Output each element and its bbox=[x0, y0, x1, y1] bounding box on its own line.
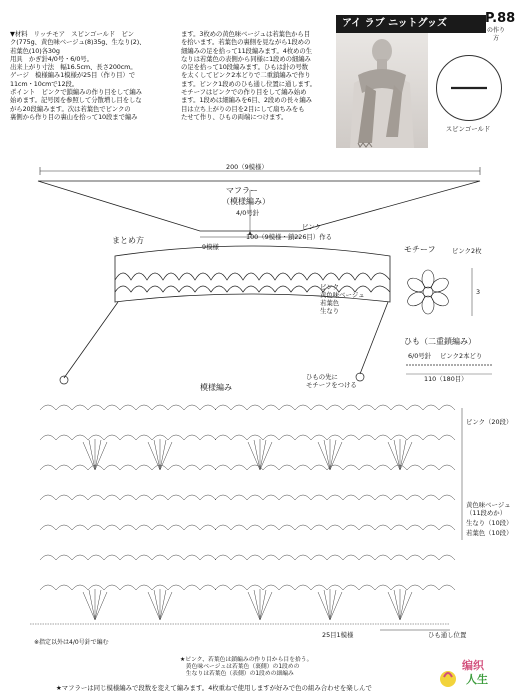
point-line: 裏側から作り目の裏山を拾って10段まで編み bbox=[10, 112, 138, 121]
cord-title: ひも（二重鎖編み） bbox=[404, 337, 476, 346]
logo-text: 编织 bbox=[462, 659, 484, 672]
chart-label-pink: ピンク（20段） bbox=[466, 418, 513, 426]
materials-line: 若葉色(10)各30g bbox=[10, 46, 60, 55]
chart-label-beige: 黄色味ベージュ bbox=[466, 501, 511, 509]
instruction-line: なりは若葉色の表側から同様に1段めの細編み bbox=[181, 54, 311, 63]
notes-block bbox=[180, 657, 380, 679]
instruction-line: モチーフはピンクでの作り目をして編み始め bbox=[181, 88, 307, 97]
point-line: ポイント ピンクで鎖編みの作り目をして編み bbox=[10, 88, 142, 97]
cord-length: 110（180目） bbox=[424, 375, 468, 383]
gauge-line: ゲージ 模様編み1模様が25目（作り目）で bbox=[10, 71, 136, 80]
page-number-sub: の作り方 bbox=[486, 27, 505, 42]
muffler-subtitle: （模様編み） bbox=[222, 197, 270, 206]
page-number-value: P.88 bbox=[485, 11, 515, 26]
pattern-count-label: 9模様 bbox=[202, 243, 219, 251]
cord-note: モチーフをつける bbox=[306, 381, 357, 389]
muffler-width-label: 200（9模様） bbox=[226, 163, 268, 171]
instruction-line: の足を拾って10段編みます。ひもは針の号数 bbox=[181, 63, 308, 72]
layer-label-green: 若葉色 bbox=[320, 299, 340, 307]
instruction-line: 目は立ち上がりの目を2目にして扇ちみをも bbox=[181, 104, 305, 113]
muffler-hook: 4/0号針 bbox=[236, 209, 260, 217]
muffler-title: マフラー bbox=[226, 186, 258, 195]
layer-label-ivory: 生なり bbox=[320, 307, 340, 315]
crochet-chart-left bbox=[30, 405, 216, 624]
size-line: 出来上がり寸法 幅16.5cm、長さ200cm。 bbox=[10, 63, 137, 72]
motif-title: モチーフ bbox=[404, 245, 436, 254]
chart-title: 模様編み bbox=[200, 383, 232, 392]
cord-note: ひもの先に bbox=[306, 373, 338, 381]
point-line: がら20段編みます。次は若葉色でピンクの bbox=[10, 104, 131, 113]
cord-hook: 6/0号針 bbox=[408, 352, 432, 360]
chart-label-ivory: 若葉色（10段） bbox=[466, 529, 513, 537]
motif-flower-icon bbox=[405, 270, 451, 314]
materials-line: ▼材料 リッチモア スピンゴールド ピン bbox=[10, 30, 134, 38]
instruction-line: 細編みの足を拾って11段編みます。4枚めの生 bbox=[181, 46, 312, 55]
muffler-pink-label: ピンク bbox=[302, 223, 322, 231]
instruction-line: たせて作り、ひもの両端につけます。 bbox=[181, 112, 288, 121]
section-title: アイ ラブ ニットグッズ bbox=[336, 15, 486, 33]
instruction-line: ます。ピンク1段めのひも通し位置に通します。 bbox=[181, 79, 316, 88]
stitch-count-label: 25目1模様 bbox=[322, 631, 354, 639]
layer-label-pink: ピンク bbox=[320, 283, 340, 291]
bottom-note: ★マフラーは同じ模様編みで段数を変えて編みます。4枚重ねで使用しますが好みで色の組み合わせを楽しんで bbox=[56, 684, 372, 692]
swatch-caption: スピンゴールド bbox=[445, 125, 491, 133]
note-line: ★ピンク、若葉色は鎖編みの作り目から目を拾う。 bbox=[180, 657, 313, 663]
crochet-chart-right bbox=[215, 405, 455, 624]
materials-line: ク(775g、黄色味ベージュ(8)35g、生なり(2)、 bbox=[10, 38, 146, 47]
instruction-line: ます。1段めは細編みを6目、2段めの長々編み bbox=[181, 96, 312, 105]
motif-size: 3 bbox=[476, 288, 481, 296]
chain-start-label: 100（9模様・鎖226目）作る bbox=[246, 233, 332, 241]
instruction-line: ます。3枚めの黄色味ベージュは若葉色から目 bbox=[181, 30, 311, 38]
instruction-line: を拾います。若葉色の裏側を見ながら1段めの bbox=[181, 38, 311, 47]
logo-text: 人生 bbox=[466, 673, 488, 686]
assembly-title: まとめ方 bbox=[112, 236, 144, 245]
instruction-line: を太くしてピンク2本どりで二重鎖編みで作り bbox=[181, 71, 311, 80]
motif-count: ピンク2枚 bbox=[452, 247, 482, 255]
chart-label-green: 生なり（10段） bbox=[466, 519, 513, 527]
chart-label-beige-rows: （11段めか） bbox=[466, 509, 507, 517]
tools-line: 用具 かぎ針4/0号・6/0号。 bbox=[10, 54, 93, 63]
layer-label-beige: 黄色味ベージュ bbox=[320, 291, 365, 299]
gauge-line: 11cm・10cmで12段。 bbox=[10, 79, 79, 88]
point-line: 始めます。記号図を参照して分散増し目をしな bbox=[10, 96, 142, 105]
cord-position-label: ひも通し位置 bbox=[428, 631, 467, 639]
chart-footnote: ※指定以外は4/0号針で編む bbox=[34, 639, 109, 646]
note-line: 黄色味ベージュは若葉色（裏側）の1段めの bbox=[180, 664, 300, 671]
cord-yarn: ピンク2本どり bbox=[440, 352, 483, 360]
site-logo bbox=[436, 655, 502, 695]
note-line: 生なりは若葉色（表側）の1段めの細編み bbox=[180, 671, 294, 678]
